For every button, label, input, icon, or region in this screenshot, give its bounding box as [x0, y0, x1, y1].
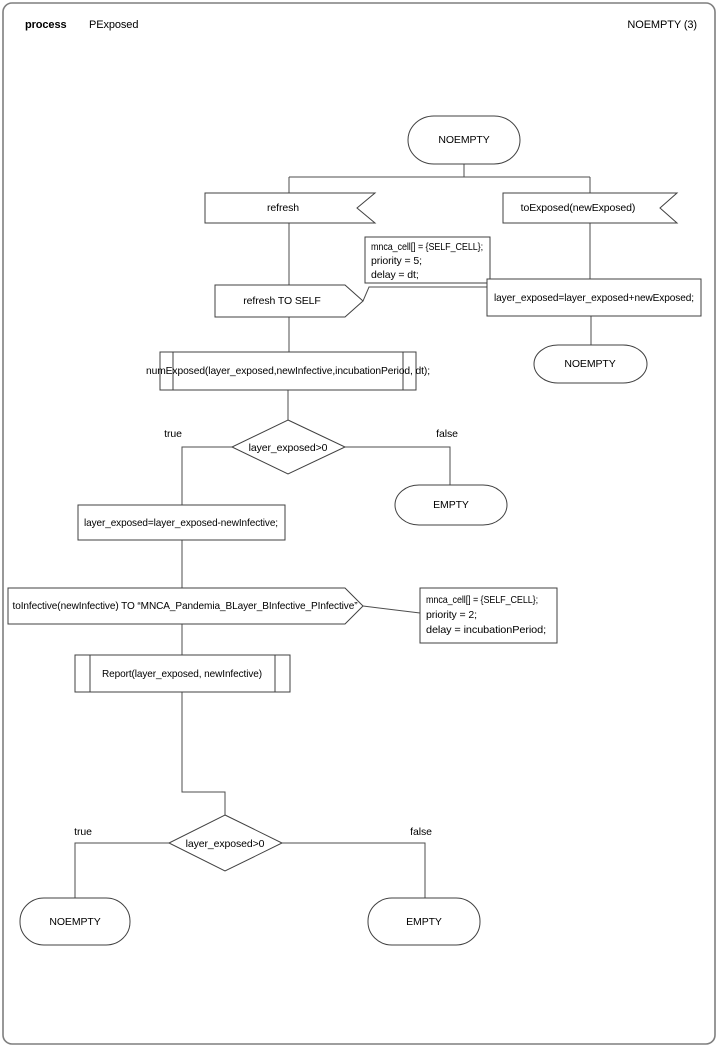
decision-layer-exposed-bottom[interactable] — [169, 815, 282, 871]
state-label: EMPTY — [433, 499, 469, 511]
connector-send-tip-to-note — [363, 606, 420, 613]
state-start-noempty[interactable] — [408, 116, 520, 164]
procedure-numexposed[interactable] — [146, 352, 430, 390]
state-noempty-right[interactable] — [534, 345, 647, 383]
branch-label-true-bottom: true — [74, 826, 92, 838]
state-label: NOEMPTY — [564, 358, 616, 370]
connector-decision-bottom-true — [75, 843, 169, 898]
send-label: toInfective(newInfective) TO “MNCA_Pandemia_BLayer_BInfective_PInfective” — [12, 600, 359, 612]
statement-add-exposed[interactable] — [487, 279, 701, 316]
note-toinfective-params[interactable] — [420, 588, 557, 643]
signal-send-refresh-to-self[interactable] — [215, 285, 363, 317]
note-line: delay = dt; — [371, 269, 419, 281]
statement-subtract-infective[interactable] — [78, 505, 285, 540]
connector-send-tip-right — [363, 287, 487, 301]
connector-report-to-decision — [182, 692, 225, 815]
connector-start-split — [289, 164, 590, 193]
receive-label: toExposed(newExposed) — [520, 202, 636, 214]
state-empty-right[interactable] — [395, 485, 507, 525]
connector-decision-top-true — [182, 447, 232, 505]
decision-condition: layer_exposed>0 — [248, 442, 328, 454]
receive-label: refresh — [267, 202, 299, 214]
state-empty-bottom[interactable] — [368, 898, 480, 945]
statement-text: layer_exposed=layer_exposed+newExposed; — [494, 292, 694, 304]
connector-decision-bottom-false — [282, 843, 425, 898]
signal-receive-toexposed[interactable] — [503, 193, 677, 223]
signal-receive-refresh[interactable] — [205, 193, 375, 223]
header-process-name: PExposed — [89, 19, 139, 31]
connector-decision-top-false — [345, 447, 450, 485]
state-label: NOEMPTY — [438, 134, 490, 146]
header-kind-label: process — [25, 19, 67, 31]
procedure-text: numExposed(layer_exposed,newInfective,incubationPeriod, dt); — [146, 365, 430, 377]
note-line: priority = 2; — [426, 609, 477, 621]
decision-layer-exposed-top[interactable] — [232, 420, 345, 474]
procedure-text: Report(layer_exposed, newInfective) — [102, 668, 262, 680]
note-line: mnca_cell[] = {SELF_CELL}; — [371, 241, 483, 253]
state-noempty-bottom[interactable] — [20, 898, 130, 945]
note-line: mnca_cell[] = {SELF_CELL}; — [426, 594, 538, 606]
note-line: delay = incubationPeriod; — [426, 624, 546, 636]
note-refresh-params[interactable] — [365, 237, 490, 283]
header-state-badge: NOEMPTY (3) — [627, 19, 697, 31]
procedure-report[interactable] — [75, 655, 290, 692]
signal-send-toinfective[interactable] — [8, 588, 363, 624]
branch-label-true-top: true — [164, 428, 182, 440]
branch-label-false-top: false — [436, 428, 458, 440]
send-label: refresh TO SELF — [243, 295, 321, 307]
branch-label-false-bottom: false — [410, 826, 432, 838]
state-label: NOEMPTY — [49, 916, 101, 928]
statement-text: layer_exposed=layer_exposed-newInfective; — [84, 517, 278, 529]
state-label: EMPTY — [406, 916, 442, 928]
note-line: priority = 5; — [371, 255, 422, 267]
decision-condition: layer_exposed>0 — [185, 838, 265, 850]
